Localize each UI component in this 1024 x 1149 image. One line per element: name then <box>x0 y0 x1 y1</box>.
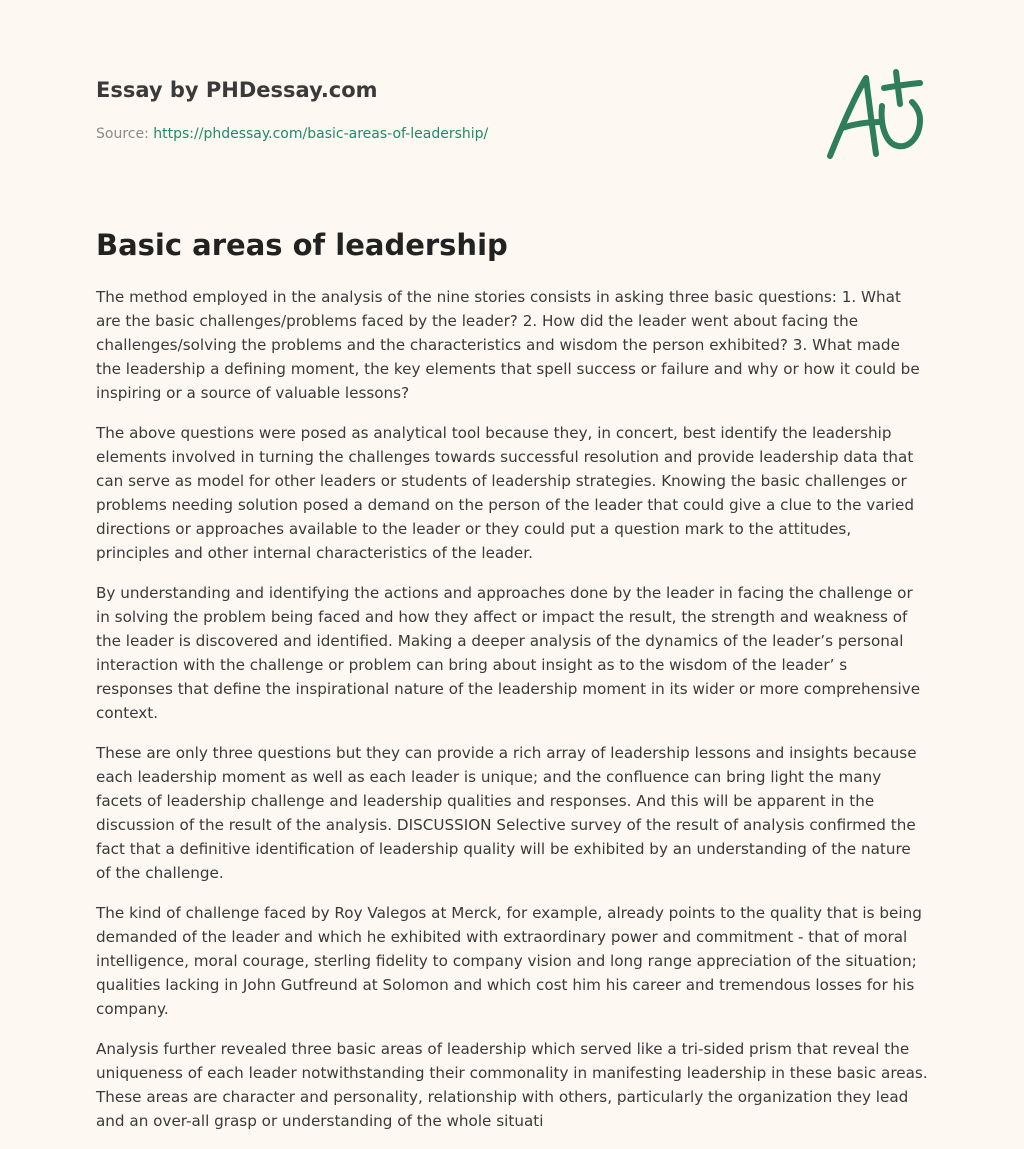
source-label: Source: <box>96 126 149 142</box>
source-link[interactable]: https://phdessay.com/basic-areas-of-leadership/ <box>153 126 489 142</box>
essay-body <box>96 285 928 1149</box>
essay-paragraph: These are only three questions but they can provide a rich array of leadership lessons and insights because each leadership moment as well as each leader is unique; and the confluence can bring light the many facets of leadership challenge and leadership qualities and responses. And this will be apparent in the discussion of the result of the analysis. DISCUSSION Selective survey of the result of analysis confirmed the fact that a definitive identification of leadership quality will be exhibited by an understanding of the nature of the challenge. <box>96 744 917 882</box>
essay-paragraph: Analysis further revealed three basic areas of leadership which served like a tri-sided prism that reveal the uniqueness of each leader notwithstanding their commonality in manifesting leadership in these basic areas. These areas are character and personality, relationship with others, particularly the organization they lead and an over-all grasp or understanding of the whole situati <box>96 1040 928 1130</box>
essay-paragraph: The kind of challenge faced by Roy Valegos at Merck, for example, already points to the quality that is being demanded of the leader and which he exhibited with extraordinary power and commitment - that of moral intelligence, moral courage, sterling fidelity to company vision and long range appreciation of the situation; qualities lacking in John Gutfreund at Solomon and which cost him his career and tremendous losses for his company. <box>96 904 922 1018</box>
site-title: Essay by PHDessay.com <box>96 78 378 102</box>
essay-paragraph: The method employed in the analysis of the nine stories consists in asking three basic questions: 1. What are the basic challenges/problems faced by the leader? 2. How did the leader went about facing the challenges/solving the problems and the characteristics and wisdom the person exhibited? 3. What made the leadership a defining moment, the key elements that spell success or failure and why or how it could be inspiring or a source of valuable lessons? <box>96 288 920 402</box>
a-plus-logo-icon <box>820 64 930 168</box>
essay-paragraph: The above questions were posed as analytical tool because they, in concert, best identify the leadership elements involved in turning the challenges towards successful resolution and provide leadership data that can serve as model for other leaders or students of leadership strategies. Knowing the basic challenges or problems needing solution posed a demand on the person of the leader that could give a clue to the varied directions or approaches available to the leader or they could put a question mark to the attitudes, principles and other internal characteristics of the leader. <box>96 424 915 562</box>
essay-paragraph: By understanding and identifying the actions and approaches done by the leader in facing the challenge or in solving the problem being faced and how they affect or impact the result, the strength and weakness of the leader is discovered and identified. Making a deeper analysis of the dynamics of the leader’s personal interaction with the challenge or problem can bring about insight as to the wisdom of the leader’ s responses that define the inspirational nature of the leadership moment in its wider or more comprehensive context. <box>96 584 921 722</box>
page-header <box>96 76 796 144</box>
essay-title: Basic areas of leadership <box>96 228 508 262</box>
source-line <box>96 124 796 144</box>
